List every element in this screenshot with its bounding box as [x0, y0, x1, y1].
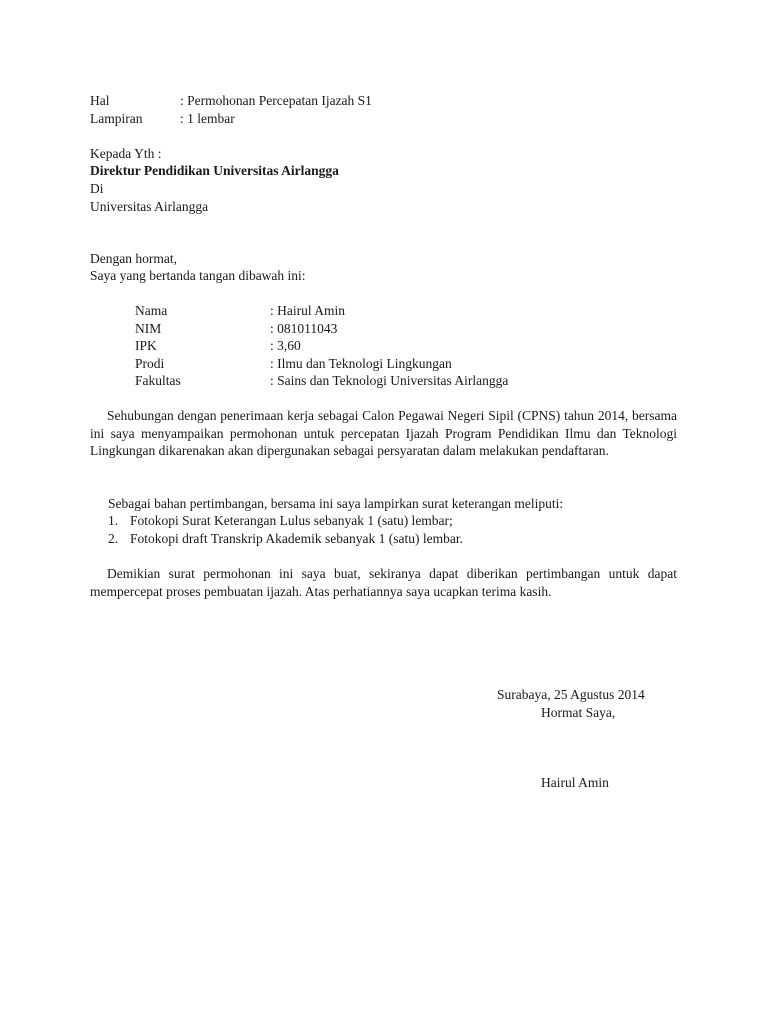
identity-value: : Sains dan Teknologi Universitas Airlangga	[270, 373, 509, 388]
lampiran-label: Lampiran	[90, 111, 143, 126]
identity-label: Nama	[135, 303, 168, 318]
body-paragraph-3: Demikian surat permohonan ini saya buat, sekiranya dapat diberikan pertimbangan untuk dapat mempercepat proses pembuatan ijazah. Atas perhatiannya saya ucapkan terima kasih.	[90, 566, 677, 599]
identity-label: IPK	[135, 338, 157, 353]
hal-value: : Permohonan Percepatan Ijazah S1	[180, 93, 372, 108]
intro-line: Saya yang bertanda tangan dibawah ini:	[90, 268, 306, 283]
identity-label: Prodi	[135, 356, 165, 371]
identity-label: Fakultas	[135, 373, 181, 388]
identity-value: : 081011043	[270, 321, 338, 336]
identity-value: : Ilmu dan Teknologi Lingkungan	[270, 356, 452, 371]
greeting: Dengan hormat,	[90, 251, 177, 266]
identity-value: : 3,60	[270, 338, 301, 353]
list-text: Fotokopi Surat Keterangan Lulus sebanyak 1 (satu) lembar;	[130, 513, 453, 528]
signer-name: Hairul Amin	[541, 775, 609, 790]
body-paragraph-1: Sehubungan dengan penerimaan kerja sebagai Calon Pegawai Negeri Sipil (CPNS) tahun 2014, bersama ini saya menyampaikan permohonan untuk percepatan Ijazah Program Pendidikan Ilmu dan Teknologi Lingkungan dikarenakan akan dipergunakan sebagai persyaratan dalam melakukan pendaftaran.	[90, 408, 677, 458]
recipient-di: Di	[90, 181, 104, 196]
lampiran-value: : 1 lembar	[180, 111, 235, 126]
hal-label: Hal	[90, 93, 110, 108]
list-text: Fotokopi draft Transkrip Akademik sebanyak 1 (satu) lembar.	[130, 531, 463, 546]
closing-regards: Hormat Saya,	[541, 705, 616, 720]
identity-value: : Hairul Amin	[270, 303, 345, 318]
place-date: Surabaya, 25 Agustus 2014	[497, 687, 645, 702]
list-number: 2.	[108, 531, 119, 546]
body-paragraph-2: Sebagai bahan pertimbangan, bersama ini saya lampirkan surat keterangan meliputi:	[108, 496, 564, 511]
list-number: 1.	[108, 513, 119, 528]
recipient-name: Direktur Pendidikan Universitas Airlangga	[90, 163, 339, 178]
recipient-location: Universitas Airlangga	[90, 199, 209, 214]
recipient-salutation: Kepada Yth :	[90, 146, 162, 161]
identity-label: NIM	[135, 321, 162, 336]
